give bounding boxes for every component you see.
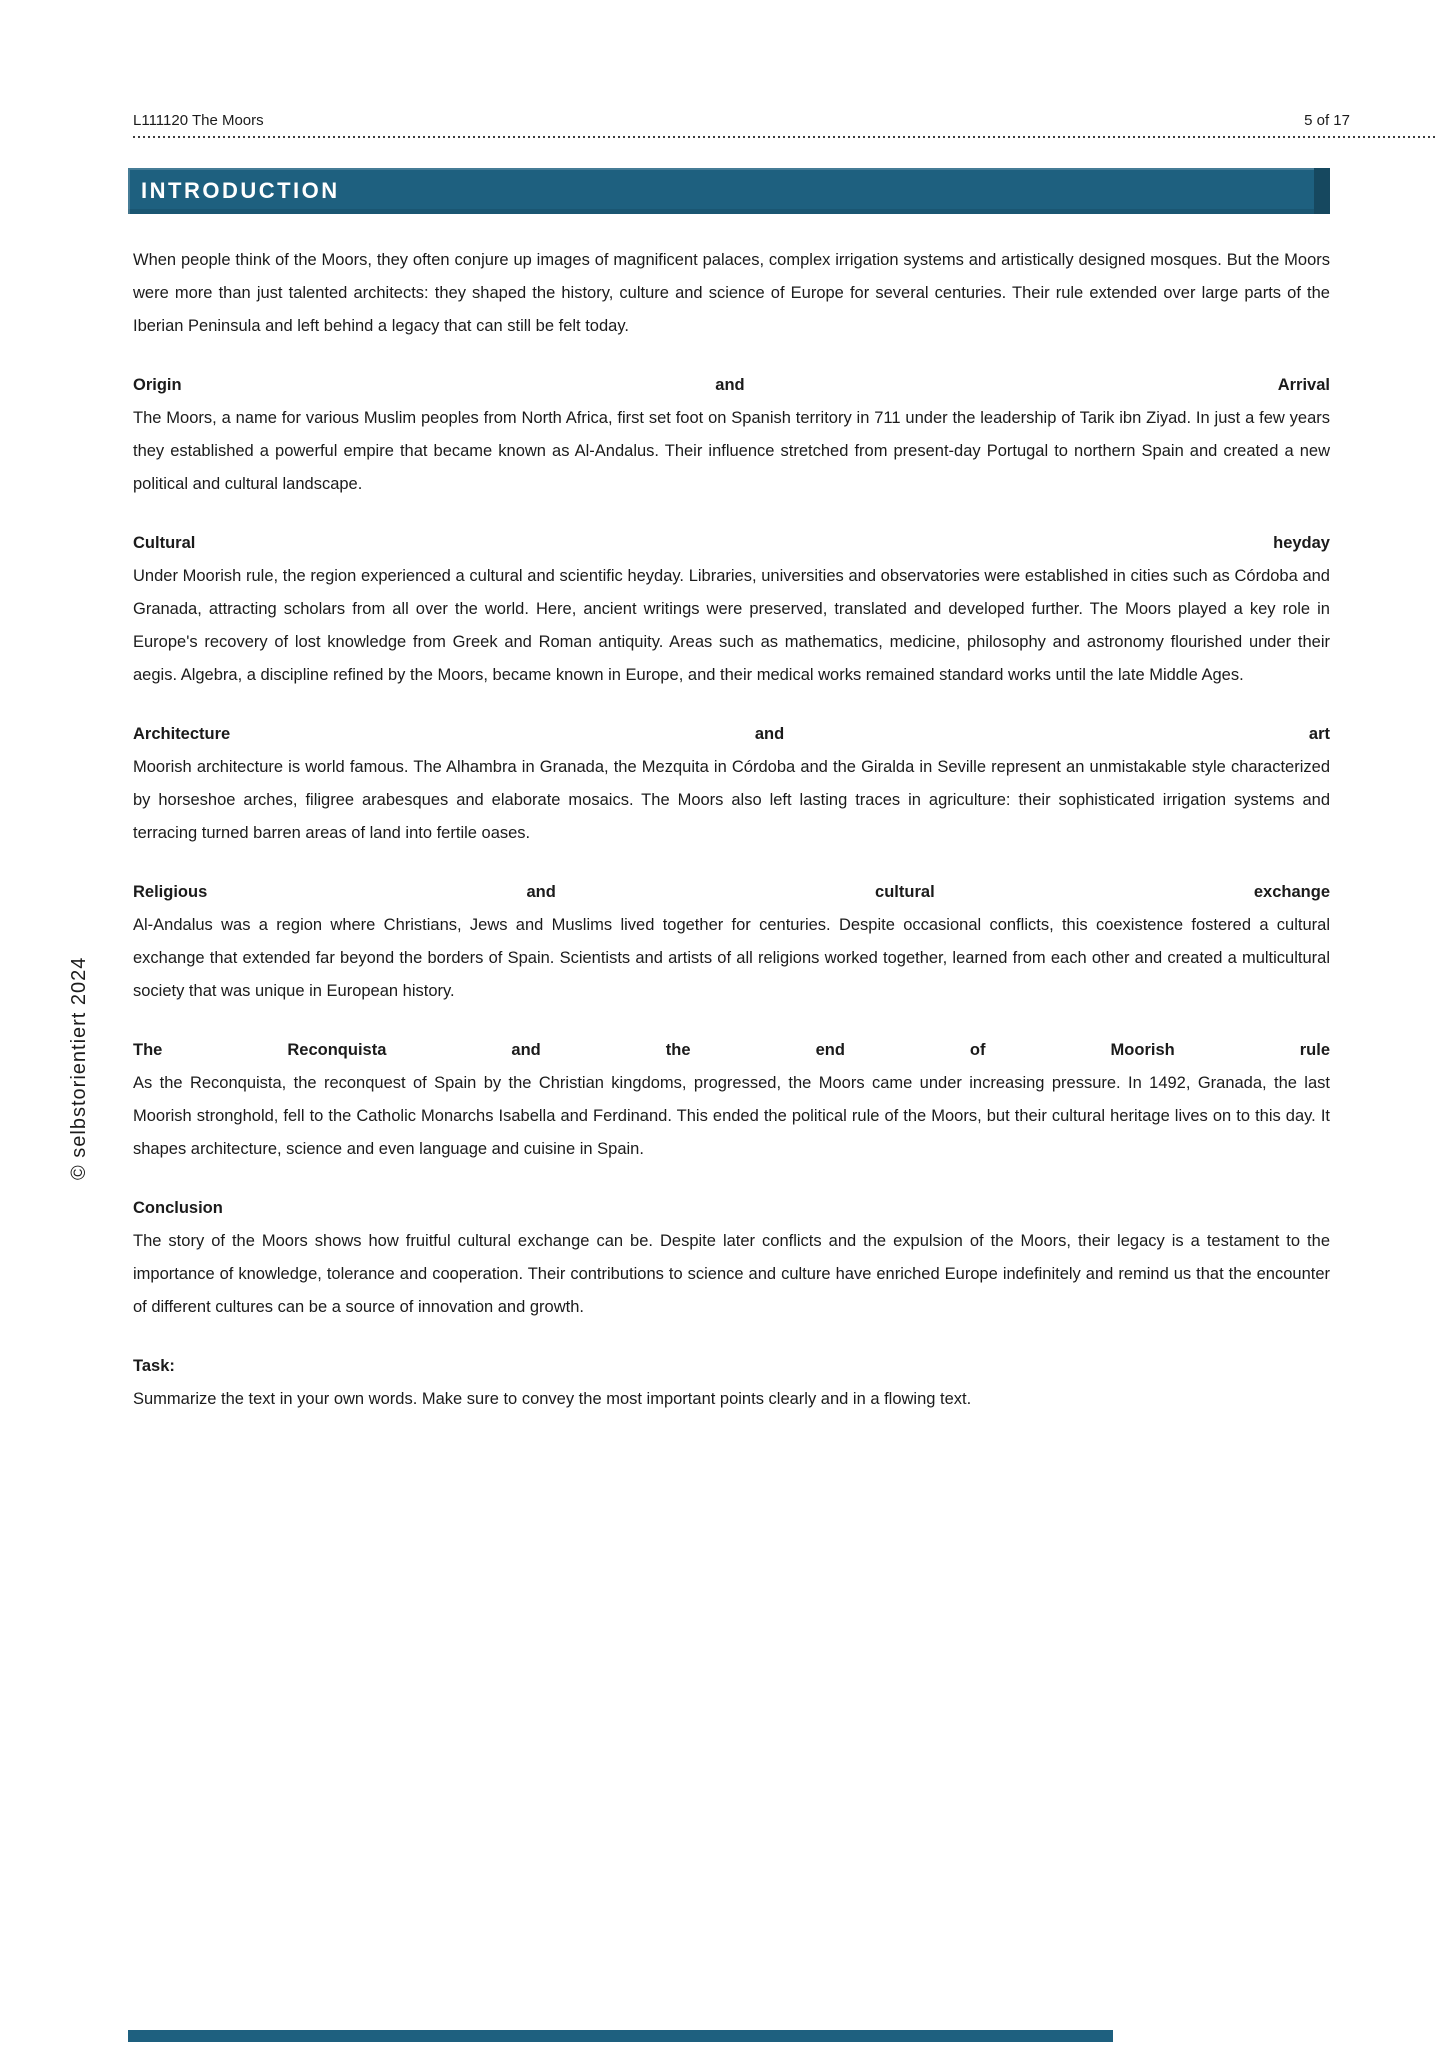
footer-bar	[128, 2030, 1113, 2042]
header-doc-code: L111120 The Moors	[133, 112, 264, 129]
section-paragraph: As the Reconquista, the reconquest of Spain by the Christian kingdoms, progressed, the Moors came under increasing pressure. In 1492, Granada, the last Moorish stronghold, fell to the Catholic Monarchs Isabella and Ferdinand. This ended the political rule of the Moors, but their cultural heritage lives on to this day. It shapes architecture, science and even language and cuisine in Spain.	[133, 1074, 1330, 1158]
section-cultural-heyday	[133, 527, 1330, 692]
section-heading: Architecture and art	[133, 725, 1330, 743]
intro-paragraph: When people think of the Moors, they often conjure up images of magnificent palaces, complex irrigation systems and artistically designed mosques. But the Moors were more than just talented architects: they shaped the history, culture and science of Europe for several centuries. Their rule extended over large parts of the Iberian Peninsula and left behind a legacy that can still be felt today.	[133, 251, 1330, 335]
section-origin-and-arrival	[133, 369, 1330, 501]
section-religious-cultural-exchange	[133, 876, 1330, 1008]
section-heading: The Reconquista and the end of Moorish rule	[133, 1041, 1330, 1059]
intro-banner	[128, 168, 1330, 214]
section-heading: Origin and Arrival	[133, 376, 1330, 394]
section-paragraph: Under Moorish rule, the region experienced a cultural and scientific heyday. Libraries, universities and observatories were established in cities such as Córdoba and Granada, attracting scholars from all over the world. Here, ancient writings were preserved, translated and developed further. The Moors played a key role in Europe's recovery of lost knowledge from Greek and Roman antiquity. Areas such as mathematics, medicine, philosophy and astronomy flourished under their aegis. Algebra, a discipline refined by the Moors, became known in Europe, and their medical works remained standard works until the late Middle Ages.	[133, 567, 1330, 684]
header-divider	[133, 136, 1436, 138]
section-architecture-and-art	[133, 718, 1330, 850]
section-paragraph: Al-Andalus was a region where Christians, Jews and Muslims lived together for centuries. Despite occasional conflicts, this coexistence fostered a cultural exchange that extended far beyond the borders of Spain. Scientists and artists of all religions worked together, learned from each other and created a multicultural society that was unique in European history.	[133, 916, 1330, 1000]
section-task	[133, 1350, 1330, 1416]
section-heading: Conclusion	[133, 1199, 223, 1217]
section-conclusion	[133, 1192, 1330, 1324]
section-paragraph: The Moors, a name for various Muslim peoples from North Africa, first set foot on Spanish territory in 711 under the leadership of Tarik ibn Ziyad. In just a few years they established a powerful empire that became known as Al-Andalus. Their influence stretched from present-day Portugal to northern Spain and created a new political and cultural landscape.	[133, 409, 1330, 493]
copyright-watermark: © selbstorientiert 2024	[68, 956, 90, 1180]
section-reconquista	[133, 1034, 1330, 1166]
page-header	[133, 112, 1436, 136]
banner-title: INTRODUCTION	[141, 178, 340, 203]
section-heading: Task:	[133, 1357, 175, 1375]
document-body	[133, 244, 1330, 1416]
section-heading: Cultural heyday	[133, 534, 1330, 552]
section-paragraph: The story of the Moors shows how fruitful cultural exchange can be. Despite later conflicts and the expulsion of the Moors, their legacy is a testament to the importance of knowledge, tolerance and cooperation. Their contributions to science and culture have enriched Europe indefinitely and remind us that the encounter of different cultures can be a source of innovation and growth.	[133, 1232, 1330, 1316]
section-paragraph: Summarize the text in your own words. Make sure to convey the most important points clearly and in a flowing text.	[133, 1390, 972, 1408]
section-paragraph: Moorish architecture is world famous. The Alhambra in Granada, the Mezquita in Córdoba and the Giralda in Seville represent an unmistakable style characterized by horseshoe arches, filigree arabesques and elaborate mosaics. The Moors also left lasting traces in agriculture: their sophisticated irrigation systems and terracing turned barren areas of land into fertile oases.	[133, 758, 1330, 842]
header-page-number: 5 of 17	[1304, 112, 1350, 129]
section-heading: Religious and cultural exchange	[133, 883, 1330, 901]
